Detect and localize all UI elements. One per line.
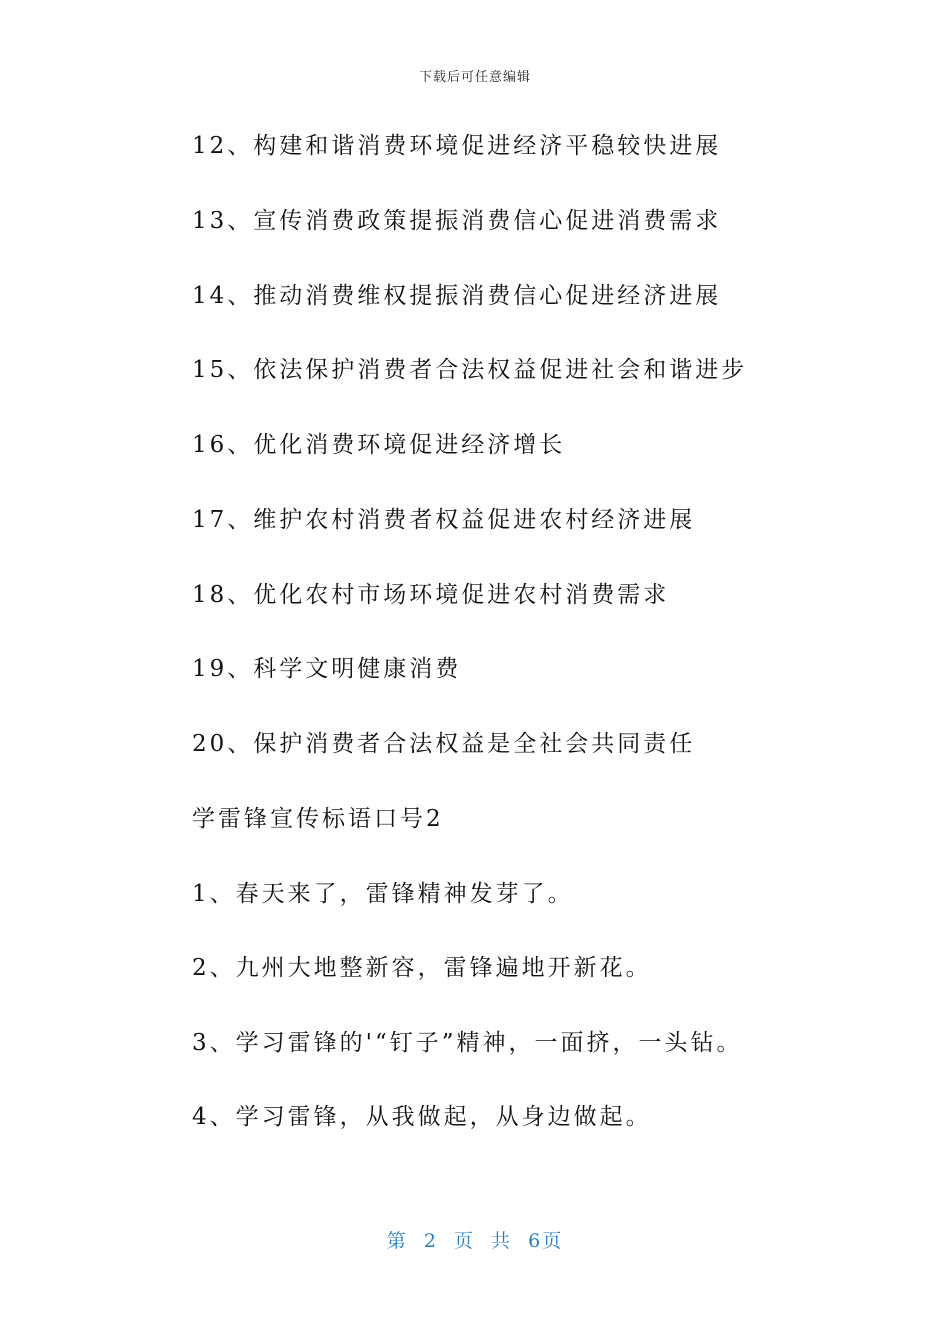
page-footer [0,1226,950,1253]
slogan-line-12: 12、构建和谐消费环境促进经济平稳较快进展 [192,133,722,159]
slogan-line-17: 17、维护农村消费者权益促进农村经济进展 [192,507,696,533]
slogan-line-4: 4、学习雷锋，从我做起，从身边做起。 [192,1104,652,1130]
footer-total-pages: 6页 [528,1230,564,1252]
section-heading: 学雷锋宣传标语口号2 [192,806,444,832]
slogan-line-2: 2、九州大地整新容，雷锋遍地开新花。 [192,955,652,981]
slogan-line-15: 15、依法保护消费者合法权益促进社会和谐进步 [192,357,748,383]
slogan-line-18: 18、优化农村市场环境促进农村消费需求 [192,582,670,608]
slogan-line-14: 14、推动消费维权提振消费信心促进经济进展 [192,283,722,309]
footer-total-word: 共 [491,1230,513,1252]
footer-page-word: 第 [386,1230,408,1252]
footer-page-number: 2 [423,1230,438,1252]
header-note: 下载后可任意编辑 [418,70,531,85]
slogan-line-16: 16、优化消费环境促进经济增长 [192,432,566,458]
slogan-line-3: 3、学习雷锋的'“钉子”精神，一面挤，一头钻。 [192,1030,743,1056]
slogan-line-13: 13、宣传消费政策提振消费信心促进消费需求 [192,208,722,234]
slogan-line-19: 19、科学文明健康消费 [192,656,462,682]
slogan-line-1: 1、春天来了，雷锋精神发芽了。 [192,881,574,907]
slogan-line-20: 20、保护消费者合法权益是全社会共同责任 [192,731,696,757]
footer-page-word-2: 页 [453,1230,475,1252]
